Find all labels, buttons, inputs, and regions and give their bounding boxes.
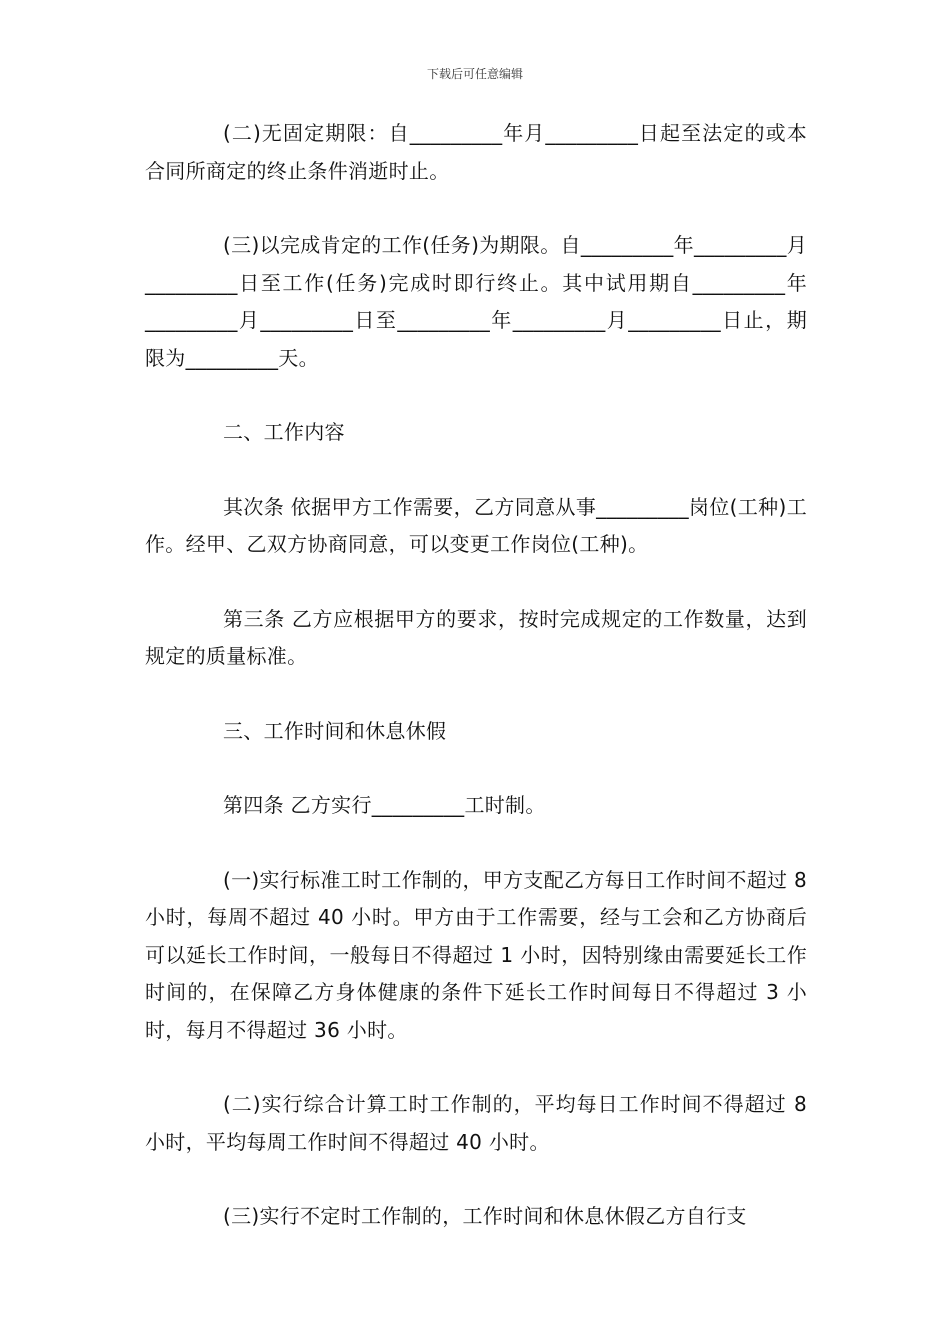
page-header: 下载后可任意编辑 (426, 67, 523, 81)
paragraph-gap (145, 676, 807, 713)
section-heading-working-hours: 三、工作时间和休息休假 (223, 718, 447, 743)
paragraph-article-3: 第三条 乙方应根据甲方的要求，按时完成规定的工作数量，达到规定的质量标准。 (145, 606, 807, 668)
section-heading-work-content: 二、工作内容 (223, 420, 345, 444)
paragraph-gap (145, 564, 807, 601)
paragraph-gap (145, 1049, 807, 1086)
paragraph-gap (145, 1161, 807, 1198)
paragraph-term-indefinite: (二)无固定期限：自_________年月_________日起至法定的或本合同所商定的终止条件消逝时止。 (145, 121, 807, 183)
paragraph-standard-hours: (一)实行标准工时工作制的，甲方支配乙方每日工作时间不超过 8 小时，每周不超过 40 小时。甲方由于工作需要，经与工会和乙方协商后可以延长工作时间，一般每日不得超过 1 小时，因特别缘由需要延长工作时间的，在保障乙方身体健康的条件下延长工作时间每日不得超过 3 小时，每月不得超过 36 小时。 (145, 867, 807, 1042)
paragraph-gap (145, 825, 807, 862)
paragraph-term-task: (三)以完成肯定的工作(任务)为期限。自_________年_________月_________日至工作(任务)完成时即行终止。其中试用期自_________年_________月_________日至_________年_________月_________日止，期限为_________天。 (145, 233, 807, 370)
paragraph-article-2: 其次条 依据甲方工作需要，乙方同意从事_________岗位(工种)工作。经甲、乙双方协商同意，可以变更工作岗位(工种)。 (145, 494, 807, 556)
paragraph-gap (145, 452, 807, 489)
paragraph-comprehensive-hours: (二)实行综合计算工时工作制的，平均每日工作时间不得超过 8 小时，平均每周工作时间不得超过 40 小时。 (145, 1092, 807, 1154)
paragraph-gap (145, 190, 807, 227)
paragraph-gap (145, 750, 807, 787)
paragraph-article-4: 第四条 乙方实行_________工时制。 (223, 793, 546, 817)
paragraph-gap (145, 377, 807, 414)
document-body (145, 115, 807, 1236)
paragraph-flexible-hours: (三)实行不定时工作制的，工作时间和休息休假乙方自行支 (223, 1204, 747, 1228)
